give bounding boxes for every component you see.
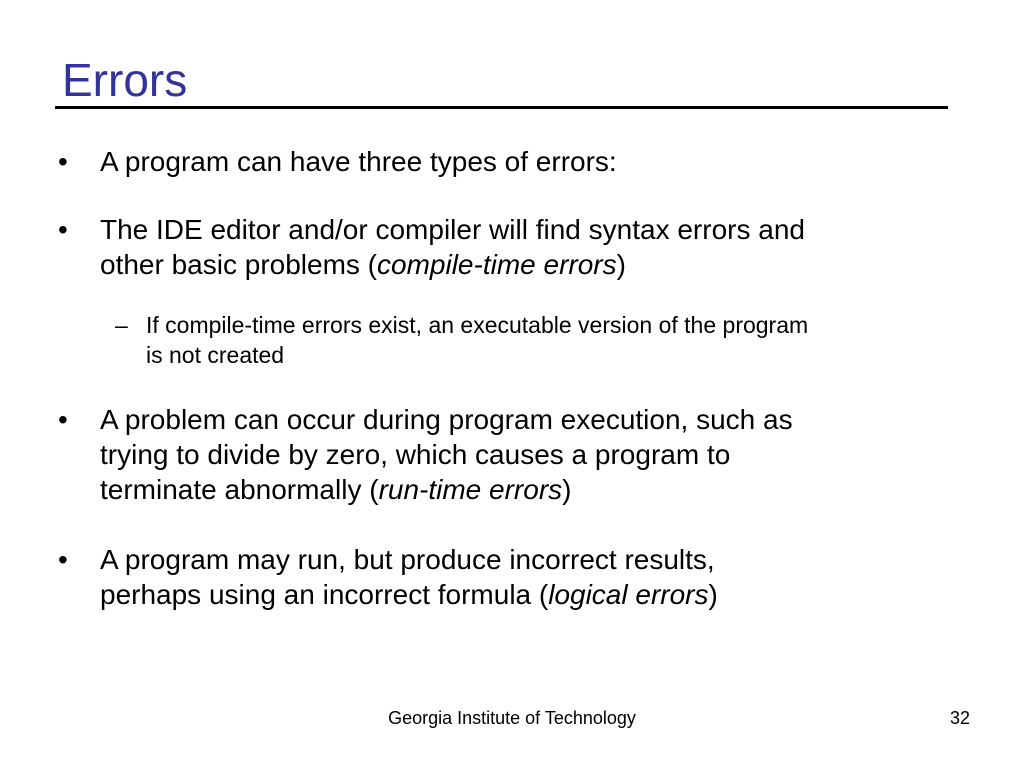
bullet-text-line: A program can have three types of errors: <box>100 146 617 177</box>
footer-institution: Georgia Institute of Technology <box>388 708 636 728</box>
bullet-text-line: A program may run, but produce incorrect results, <box>100 544 715 575</box>
bullet-text-line: trying to divide by zero, which causes a program to <box>100 439 731 470</box>
sub-bullet-text-line: If compile-time errors exist, an executable version of the program <box>146 312 809 338</box>
bullet-text-line: perhaps using an incorrect formula ( <box>100 579 549 610</box>
bullet-emphasis: logical errors <box>548 579 709 610</box>
bullet-marker: • <box>58 214 68 245</box>
bullet-text <box>100 402 980 507</box>
bullet-text-line: ) <box>708 579 718 610</box>
slide-title: Errors <box>62 54 188 106</box>
bullet-emphasis: run-time errors <box>378 474 563 505</box>
title-underline <box>55 106 948 109</box>
bullet-text <box>100 212 980 282</box>
bullet-text <box>100 144 980 179</box>
bullet-marker: • <box>58 544 68 575</box>
bullet-text-line: The IDE editor and/or compiler will find syntax errors and <box>100 214 805 245</box>
bullet-text-line: other basic problems ( <box>100 249 378 280</box>
bullet-text <box>100 542 980 612</box>
sub-bullet-text-line: is not created <box>146 342 285 368</box>
bullet-text-line: A problem can occur during program execution, such as <box>100 404 793 435</box>
sub-bullet-text <box>146 310 976 370</box>
bullet-text-line: terminate abnormally ( <box>100 474 379 505</box>
bullet-text-line: ) <box>562 474 572 505</box>
sub-bullet-marker: – <box>115 312 128 338</box>
slide-number: 32 <box>949 708 970 728</box>
bullet-marker: • <box>58 146 68 177</box>
bullet-marker: • <box>58 404 68 435</box>
bullet-emphasis: compile-time errors <box>377 249 617 280</box>
bullet-text-line: ) <box>616 249 626 280</box>
